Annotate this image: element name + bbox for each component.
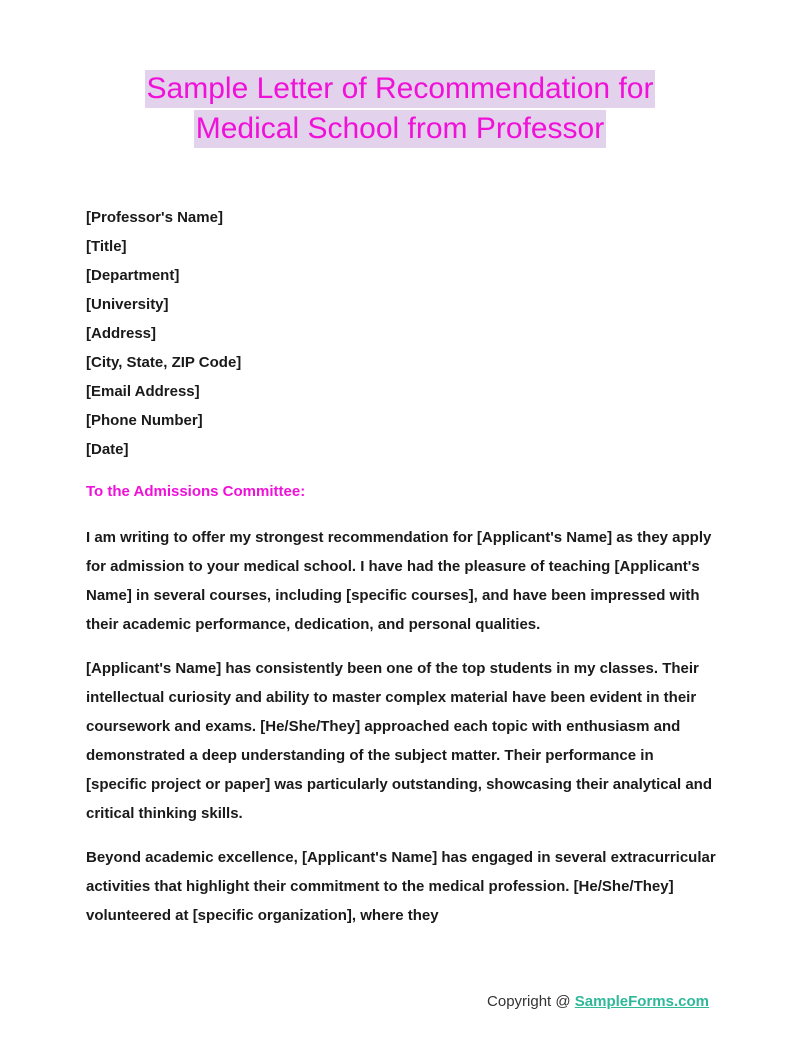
title-line-1: Sample Letter of Recommendation for: [145, 70, 656, 108]
address-line-name: [Professor's Name]: [86, 209, 223, 226]
body-paragraph: Beyond academic excellence, [Applicant's Name] has engaged in several extracurricular activities that highlight their commitment to the medical profession. [He/She/They] volunteered at [specific organization], where they: [86, 849, 716, 924]
copyright-text: Copyright @: [487, 993, 575, 1010]
body-paragraph: [Applicant's Name] has consistently been one of the top students in my classes. Their intellectual curiosity and ability to master complex material have been evident in their coursework and exams. [He/She/They] approached each topic with enthusiasm and demonstrated a deep understanding of the subject matter. Their performance in [specific project or paper] was particularly outstanding, showcasing their analytical and critical thinking skills.: [86, 660, 712, 822]
sender-address-block: [86, 203, 241, 464]
address-line-email: [Email Address]: [86, 383, 200, 400]
letter-body: [86, 523, 716, 945]
address-line-title: [Title]: [86, 238, 127, 255]
document-title: [0, 70, 800, 148]
body-paragraph: I am writing to offer my strongest recommendation for [Applicant's Name] as they apply for admission to your medical school. I have had the pleasure of teaching [Applicant's Name] in several courses, including [specific courses], and have been impressed with their academic performance, dedication, and personal qualities.: [86, 529, 712, 633]
salutation: To the Admissions Committee:: [86, 483, 306, 500]
title-line-2: Medical School from Professor: [194, 110, 607, 148]
address-line-date: [Date]: [86, 441, 129, 458]
footer-copyright: [0, 990, 709, 1014]
address-line-department: [Department]: [86, 267, 180, 284]
address-line-phone: [Phone Number]: [86, 412, 203, 429]
address-line-university: [University]: [86, 296, 169, 313]
address-line-address: [Address]: [86, 325, 157, 342]
brand-link[interactable]: SampleForms.com: [574, 993, 709, 1010]
address-line-city-state-zip: [City, State, ZIP Code]: [86, 354, 242, 371]
